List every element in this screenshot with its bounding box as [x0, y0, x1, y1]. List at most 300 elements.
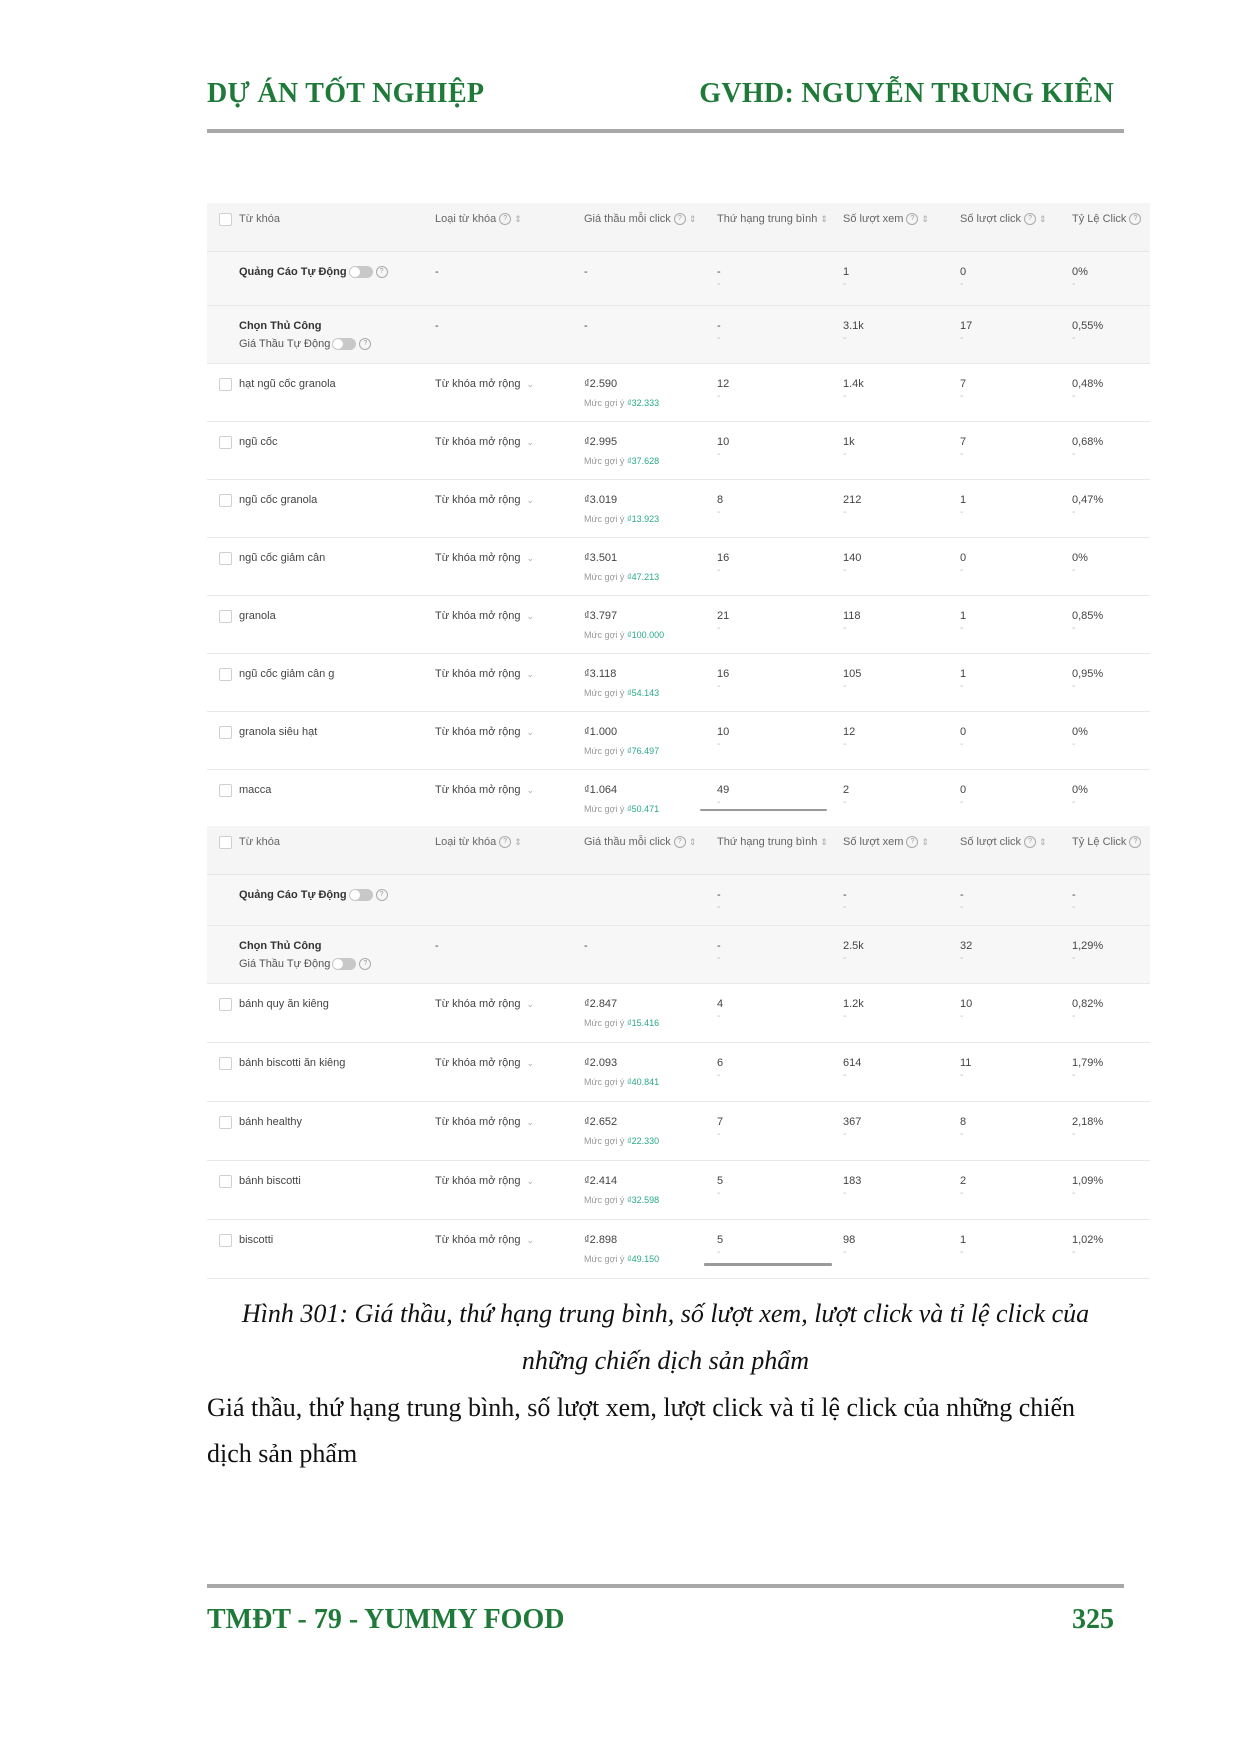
- suggested-bid-label: Mức gợi ý: [584, 1018, 625, 1028]
- column-header-label: Số lượt xem: [843, 836, 904, 848]
- suggested-bid-label: Mức gợi ý: [584, 1195, 625, 1205]
- secondary-dash: -: [843, 1188, 847, 1199]
- keyword-text: bánh biscotti: [239, 1175, 301, 1187]
- secondary-dash: -: [717, 623, 721, 634]
- sort-icon[interactable]: ⇕: [688, 214, 697, 224]
- group-clicks-cell: [960, 940, 972, 964]
- keyword-cell: [239, 378, 336, 390]
- secondary-dash: -: [843, 279, 847, 290]
- views-value: 118: [843, 610, 861, 622]
- table-1-scrollbar[interactable]: [700, 809, 827, 811]
- avg-rank-cell: [717, 436, 729, 460]
- keyword-type-dropdown[interactable]: [435, 436, 534, 448]
- row-checkbox[interactable]: [219, 1057, 232, 1070]
- ctr-cell: [1072, 436, 1103, 460]
- table-row: [207, 480, 1150, 538]
- avg-rank-value: 21: [717, 610, 730, 622]
- column-header-label: Số lượt xem: [843, 213, 904, 225]
- secondary-dash: -: [960, 1247, 964, 1258]
- keyword-type-value: Từ khóa mở rộng: [435, 668, 521, 680]
- bid-value: ₫1.000: [584, 726, 618, 738]
- avg-rank-value: 10: [717, 726, 730, 738]
- group-keyword-type-cell: [435, 940, 439, 952]
- suggested-bid-label: Mức gợi ý: [584, 804, 625, 814]
- keyword-cell: [239, 610, 276, 622]
- bid-cell[interactable]: [584, 610, 664, 640]
- keyword-cell: [239, 726, 317, 738]
- column-header-label: Giá thầu mỗi click: [584, 836, 671, 848]
- table-row: [207, 1043, 1150, 1102]
- views-cell: [843, 1175, 861, 1199]
- help-icon[interactable]: ?: [906, 836, 918, 848]
- clicks-value: 1: [960, 668, 967, 680]
- table-row: [207, 1102, 1150, 1161]
- keyword-cell: [239, 1057, 345, 1069]
- suggested-bid-value: ₫40.841: [626, 1077, 660, 1087]
- column-header-clicks[interactable]: [960, 836, 1047, 848]
- chevron-down-icon: ⌄: [526, 437, 535, 447]
- secondary-dash: -: [960, 681, 964, 692]
- keyword-type-dropdown[interactable]: [435, 668, 534, 680]
- bid-cell[interactable]: [584, 494, 659, 524]
- keyword-text: macca: [239, 784, 272, 796]
- ctr-cell: [1072, 668, 1103, 692]
- help-icon[interactable]: ?: [674, 836, 686, 848]
- secondary-dash: -: [843, 797, 847, 808]
- views-cell: [843, 552, 861, 576]
- table-row: [207, 770, 1150, 828]
- chevron-down-icon: ⌄: [526, 495, 535, 505]
- select-all-checkbox[interactable]: [219, 213, 232, 226]
- secondary-dash: -: [1072, 333, 1076, 344]
- chevron-down-icon: ⌄: [526, 1235, 535, 1245]
- clicks-value: 0: [960, 552, 967, 564]
- avg-rank-value: 7: [717, 1116, 724, 1128]
- secondary-dash: -: [1072, 953, 1076, 964]
- group-views: 3.1k: [843, 320, 864, 332]
- table-row: [207, 712, 1150, 770]
- avg-rank-cell: [717, 998, 723, 1022]
- secondary-dash: -: [960, 507, 964, 518]
- table-row: [207, 1220, 1150, 1279]
- ctr-value: 1,79%: [1072, 1057, 1104, 1069]
- column-header-bid[interactable]: [584, 836, 696, 848]
- suggested-bid-label: Mức gợi ý: [584, 398, 625, 408]
- row-checkbox[interactable]: [219, 378, 232, 391]
- column-header-keyword-type[interactable]: [435, 213, 522, 225]
- keyword-type-value: Từ khóa mở rộng: [435, 1234, 521, 1246]
- secondary-dash: -: [1072, 623, 1076, 634]
- suggested-bid-label: Mức gợi ý: [584, 572, 625, 582]
- views-value: 105: [843, 668, 862, 680]
- secondary-dash: -: [843, 739, 847, 750]
- help-icon[interactable]: ?: [376, 889, 388, 901]
- group-name: Quảng Cáo Tự Động: [239, 889, 347, 901]
- suggested-bid: [584, 1077, 659, 1087]
- bid-cell[interactable]: [584, 436, 659, 466]
- table-2-scrollbar[interactable]: [704, 1263, 832, 1266]
- row-checkbox[interactable]: [219, 726, 232, 739]
- bid-cell[interactable]: [584, 1116, 659, 1146]
- secondary-dash: -: [717, 902, 721, 913]
- help-icon[interactable]: ?: [359, 958, 371, 970]
- column-header-label: Thứ hạng trung bình: [717, 836, 818, 848]
- group-views-cell: [843, 320, 864, 344]
- keyword-type-value: Từ khóa mở rộng: [435, 1057, 521, 1069]
- sort-icon[interactable]: ⇕: [921, 214, 929, 224]
- avg-rank-cell: [717, 668, 729, 692]
- table-row: [207, 1161, 1150, 1220]
- suggested-bid: [584, 746, 659, 756]
- column-header-label: Số lượt click: [960, 836, 1022, 848]
- secondary-dash: -: [1072, 1070, 1076, 1081]
- secondary-dash: -: [717, 449, 721, 460]
- help-icon[interactable]: ?: [906, 213, 918, 225]
- group-views-cell: [843, 889, 847, 913]
- column-header-bid[interactable]: [584, 213, 696, 225]
- ctr-value: 0,95%: [1072, 668, 1104, 680]
- suggested-bid: [584, 1136, 659, 1146]
- help-icon[interactable]: ?: [499, 836, 511, 848]
- keyword-type-dropdown[interactable]: [435, 552, 534, 564]
- chevron-down-icon: ⌄: [526, 553, 535, 563]
- sort-icon[interactable]: ⇕: [1039, 837, 1047, 847]
- sort-icon[interactable]: ⇕: [1039, 214, 1047, 224]
- clicks-cell: [960, 494, 966, 518]
- secondary-dash: -: [843, 1129, 847, 1140]
- row-checkbox[interactable]: [219, 494, 232, 507]
- views-value: 98: [843, 1234, 856, 1246]
- secondary-dash: -: [717, 279, 721, 290]
- bid-cell[interactable]: [584, 668, 659, 698]
- secondary-dash: -: [717, 1129, 721, 1140]
- ctr-cell: [1072, 1116, 1103, 1140]
- select-all-checkbox[interactable]: [219, 836, 232, 849]
- keyword-cell: [239, 998, 329, 1010]
- keyword-type-value: Từ khóa mở rộng: [435, 436, 521, 448]
- row-checkbox[interactable]: [219, 1175, 232, 1188]
- group-views-cell: [843, 940, 864, 964]
- group-views: 1: [843, 266, 850, 278]
- group-ctr-cell: [1072, 940, 1103, 964]
- auto-ads-toggle[interactable]: [349, 889, 373, 901]
- column-header-label: Số lượt click: [960, 213, 1022, 225]
- suggested-bid-label: Mức gợi ý: [584, 514, 625, 524]
- keyword-type-dropdown[interactable]: [435, 1234, 534, 1246]
- secondary-dash: -: [717, 1070, 721, 1081]
- column-header-keyword-type[interactable]: [435, 836, 522, 848]
- secondary-dash: -: [843, 623, 847, 634]
- bid-value: ₫2.590: [584, 378, 618, 390]
- keyword-type-dropdown[interactable]: [435, 998, 534, 1010]
- suggested-bid: [584, 630, 664, 640]
- keyword-type-value: Từ khóa mở rộng: [435, 998, 521, 1010]
- secondary-dash: -: [717, 565, 721, 576]
- campaign-group-row-auto: [207, 252, 1150, 306]
- secondary-dash: -: [1072, 902, 1076, 913]
- secondary-dash: -: [1072, 1129, 1076, 1140]
- suggested-bid: [584, 1195, 659, 1205]
- secondary-dash: -: [1072, 391, 1076, 402]
- suggested-bid-label: Mức gợi ý: [584, 456, 625, 466]
- views-value: 1.4k: [843, 378, 864, 390]
- table-row: [207, 654, 1150, 712]
- clicks-cell: [960, 1057, 971, 1081]
- auto-bid-toggle[interactable]: [332, 338, 356, 350]
- row-checkbox[interactable]: [219, 784, 232, 797]
- keyword-type-value: Từ khóa mở rộng: [435, 1175, 521, 1187]
- group-clicks: 32: [960, 940, 973, 952]
- keyword-text: biscotti: [239, 1234, 274, 1246]
- avg-rank-cell: [717, 610, 729, 634]
- help-icon[interactable]: ?: [1024, 213, 1036, 225]
- auto-bid-toggle[interactable]: [332, 958, 356, 970]
- clicks-cell: [960, 378, 966, 402]
- bid-cell[interactable]: [584, 726, 659, 756]
- bid-value: ₫3.118: [584, 668, 617, 680]
- keyword-type-dropdown[interactable]: [435, 726, 534, 738]
- chevron-down-icon: ⌄: [526, 999, 535, 1009]
- suggested-bid: [584, 398, 659, 408]
- help-icon[interactable]: ?: [376, 266, 388, 278]
- group-keyword-type-cell: [435, 320, 439, 332]
- column-header-views[interactable]: [843, 213, 929, 225]
- bid-cell[interactable]: [584, 1175, 659, 1205]
- clicks-value: 1: [960, 610, 967, 622]
- keyword-type-dropdown[interactable]: [435, 610, 534, 622]
- keyword-text: ngũ cốc granola: [239, 494, 318, 506]
- views-value: 12: [843, 726, 856, 738]
- ctr-value: 0%: [1072, 726, 1088, 738]
- suggested-bid: [584, 804, 659, 814]
- column-header-label: Tỷ Lệ Click: [1072, 213, 1127, 225]
- sort-icon[interactable]: ⇕: [514, 214, 522, 224]
- page-header: [207, 70, 1124, 114]
- column-header-ctr[interactable]: [1072, 836, 1141, 848]
- avg-rank-value: 5: [717, 1234, 724, 1246]
- secondary-dash: -: [843, 449, 847, 460]
- secondary-dash: -: [843, 953, 847, 964]
- secondary-dash: -: [717, 1188, 721, 1199]
- keyword-type-dropdown[interactable]: [435, 1175, 534, 1187]
- suggested-bid-label: Mức gợi ý: [584, 688, 625, 698]
- keyword-type-dropdown[interactable]: [435, 784, 534, 796]
- clicks-value: 10: [960, 998, 973, 1010]
- secondary-dash: -: [960, 1188, 964, 1199]
- bid-cell[interactable]: [584, 1234, 659, 1264]
- sort-icon[interactable]: ⇕: [688, 837, 697, 847]
- ctr-cell: [1072, 552, 1088, 576]
- views-cell: [843, 436, 855, 460]
- row-checkbox[interactable]: [219, 436, 232, 449]
- group-bid: -: [584, 266, 588, 278]
- views-value: 1.2k: [843, 998, 864, 1010]
- clicks-cell: [960, 998, 972, 1022]
- ctr-value: 2,18%: [1072, 1116, 1104, 1128]
- help-icon[interactable]: ?: [499, 213, 511, 225]
- secondary-dash: -: [960, 902, 964, 913]
- bid-cell[interactable]: [584, 998, 659, 1028]
- secondary-dash: -: [717, 681, 721, 692]
- keyword-text: ngũ cốc giảm cân g: [239, 668, 335, 680]
- column-header-avg-rank[interactable]: [717, 836, 828, 848]
- column-header-ctr[interactable]: [1072, 213, 1141, 225]
- clicks-value: 0: [960, 726, 967, 738]
- clicks-cell: [960, 1175, 966, 1199]
- views-cell: [843, 998, 864, 1022]
- help-icon[interactable]: ?: [1129, 213, 1141, 225]
- sort-icon[interactable]: ⇕: [921, 837, 929, 847]
- row-checkbox[interactable]: [219, 668, 232, 681]
- suggested-bid-label: Mức gợi ý: [584, 1077, 625, 1087]
- secondary-dash: -: [843, 1070, 847, 1081]
- header-rule: [207, 129, 1124, 133]
- help-icon[interactable]: ?: [1129, 836, 1141, 848]
- views-value: 212: [843, 494, 862, 506]
- help-icon[interactable]: ?: [674, 213, 686, 225]
- clicks-cell: [960, 610, 966, 634]
- column-header-label: Thứ hạng trung bình: [717, 213, 818, 225]
- clicks-value: 0: [960, 784, 967, 796]
- bid-cell[interactable]: [584, 784, 659, 814]
- keyword-type-dropdown[interactable]: [435, 494, 534, 506]
- group-clicks: 17: [960, 320, 973, 332]
- group-clicks-cell: [960, 266, 966, 290]
- footer-title: TMĐT - 79 - YUMMY FOOD: [207, 1604, 565, 1635]
- views-value: 2: [843, 784, 850, 796]
- suggested-bid-value: ₫22.330: [626, 1136, 660, 1146]
- keyword-cell: [239, 1234, 273, 1246]
- group-bid-cell: [584, 320, 588, 332]
- group-avg-rank: -: [717, 266, 721, 278]
- help-icon[interactable]: ?: [359, 338, 371, 350]
- keyword-type-value: Từ khóa mở rộng: [435, 1116, 521, 1128]
- avg-rank-cell: [717, 784, 729, 808]
- group-bid: -: [584, 940, 588, 952]
- keyword-text: bánh biscotti ăn kiêng: [239, 1057, 346, 1069]
- secondary-dash: -: [1072, 739, 1076, 750]
- column-header-clicks[interactable]: [960, 213, 1047, 225]
- suggested-bid-value: ₫76.497: [626, 746, 660, 756]
- ctr-value: 1,02%: [1072, 1234, 1104, 1246]
- keyword-text: bánh healthy: [239, 1116, 302, 1128]
- clicks-cell: [960, 726, 966, 750]
- ctr-value: 0%: [1072, 784, 1088, 796]
- group-ctr: -: [1072, 889, 1076, 901]
- ctr-value: 0,47%: [1072, 494, 1104, 506]
- bid-cell[interactable]: [584, 552, 659, 582]
- chevron-down-icon: ⌄: [526, 611, 535, 621]
- clicks-value: 11: [960, 1057, 972, 1069]
- group-name-cell: [239, 940, 371, 970]
- clicks-value: 1: [960, 1234, 967, 1246]
- secondary-dash: -: [960, 279, 964, 290]
- column-header-views[interactable]: [843, 836, 929, 848]
- secondary-dash: -: [1072, 565, 1076, 576]
- chevron-down-icon: ⌄: [526, 669, 535, 679]
- suggested-bid-value: ₫54.143: [626, 688, 660, 698]
- sort-icon[interactable]: ⇕: [514, 837, 522, 847]
- chevron-down-icon: ⌄: [526, 1117, 535, 1127]
- sort-icon[interactable]: ⇕: [820, 214, 828, 224]
- secondary-dash: -: [717, 1011, 721, 1022]
- bid-cell[interactable]: [584, 378, 659, 408]
- column-header-keyword: [239, 836, 280, 848]
- table-row: [207, 538, 1150, 596]
- auto-ads-toggle[interactable]: [349, 266, 373, 278]
- group-ctr-cell: [1072, 266, 1088, 290]
- keyword-type-dropdown[interactable]: [435, 378, 534, 390]
- views-cell: [843, 1057, 861, 1081]
- ctr-cell: [1072, 726, 1088, 750]
- bid-value: ₫1.064: [584, 784, 618, 796]
- bid-cell[interactable]: [584, 1057, 659, 1087]
- secondary-dash: -: [717, 1247, 721, 1258]
- views-value: 614: [843, 1057, 862, 1069]
- keyword-cell: [239, 668, 334, 680]
- suggested-bid-value: ₫13.923: [626, 514, 660, 524]
- secondary-dash: -: [960, 1129, 964, 1140]
- secondary-dash: -: [1072, 681, 1076, 692]
- secondary-dash: -: [717, 507, 721, 518]
- keyword-type-value: Từ khóa mở rộng: [435, 610, 521, 622]
- table-row: [207, 596, 1150, 654]
- secondary-dash: -: [960, 333, 964, 344]
- row-checkbox[interactable]: [219, 1234, 232, 1247]
- group-keyword-type: -: [435, 940, 439, 952]
- views-cell: [843, 610, 861, 634]
- views-cell: [843, 1116, 861, 1140]
- avg-rank-value: 4: [717, 998, 724, 1010]
- secondary-dash: -: [843, 565, 847, 576]
- auto-bid-label: Giá Thầu Tự Động: [239, 338, 331, 350]
- views-value: 367: [843, 1116, 862, 1128]
- suggested-bid-value: ₫32.333: [626, 398, 660, 408]
- views-cell: [843, 784, 849, 808]
- suggested-bid-label: Mức gợi ý: [584, 1136, 625, 1146]
- bid-value: ₫3.501: [584, 552, 618, 564]
- keyword-type-value: Từ khóa mở rộng: [435, 784, 521, 796]
- header-project-title: DỰ ÁN TỐT NGHIỆP: [207, 78, 485, 109]
- bid-value: ₫3.797: [584, 610, 618, 622]
- keyword-type-dropdown[interactable]: [435, 1116, 534, 1128]
- row-checkbox[interactable]: [219, 610, 232, 623]
- page-footer: [207, 1600, 1124, 1640]
- bid-value: ₫2.847: [584, 998, 618, 1010]
- help-icon[interactable]: ?: [1024, 836, 1036, 848]
- group-avg-rank-cell: [717, 320, 721, 344]
- keyword-type-dropdown[interactable]: [435, 1057, 534, 1069]
- secondary-dash: -: [717, 739, 721, 750]
- suggested-bid-value: ₫47.213: [626, 572, 660, 582]
- row-checkbox[interactable]: [219, 998, 232, 1011]
- column-header-avg-rank[interactable]: [717, 213, 828, 225]
- sort-icon[interactable]: ⇕: [820, 837, 828, 847]
- keyword-cell: [239, 552, 325, 564]
- row-checkbox[interactable]: [219, 1116, 232, 1129]
- clicks-value: 1: [960, 494, 967, 506]
- clicks-cell: [960, 436, 966, 460]
- ctr-value: 0,85%: [1072, 610, 1104, 622]
- views-value: 1k: [843, 436, 855, 448]
- avg-rank-cell: [717, 1116, 723, 1140]
- row-checkbox[interactable]: [219, 552, 232, 565]
- group-clicks: -: [960, 889, 964, 901]
- keyword-text: ngũ cốc giảm cân: [239, 552, 326, 564]
- suggested-bid-value: ₫32.598: [626, 1195, 660, 1205]
- group-views: 2.5k: [843, 940, 864, 952]
- chevron-down-icon: ⌄: [526, 1176, 535, 1186]
